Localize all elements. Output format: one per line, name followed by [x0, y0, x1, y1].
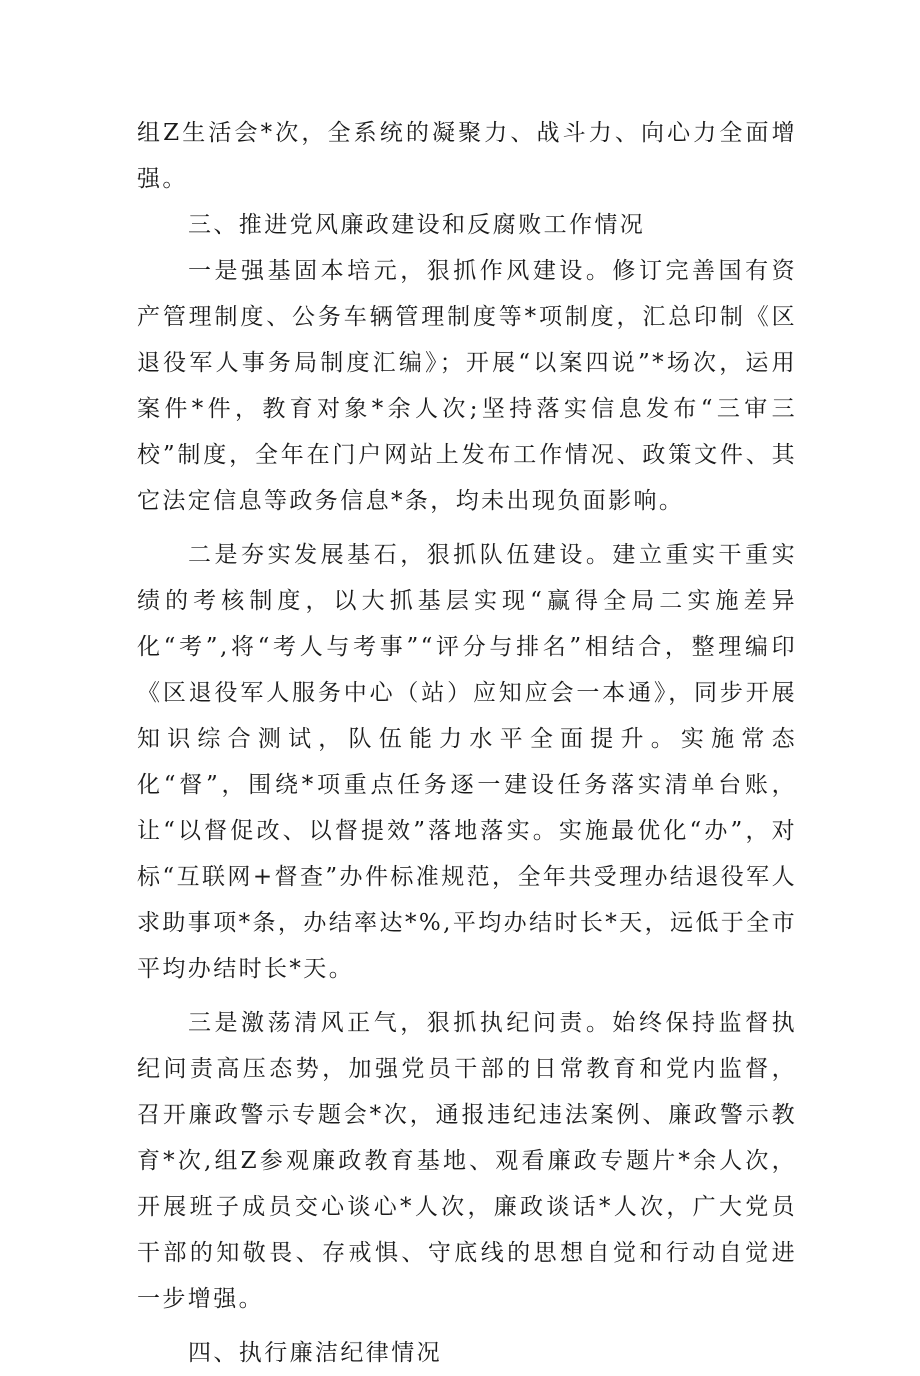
paragraph-continuation: 组Z生活会*次，全系统的凝聚力、战斗力、向心力全面增强。: [137, 120, 797, 192]
paragraph-gap: [137, 524, 797, 532]
document-body: [137, 110, 797, 1376]
paragraph-team-building: 二是夯实发展基石，狠抓队伍建设。建立重实干重实绩的考核制度，以大抓基层实现“赢得全局二实施差异化“考”,将“考人与考事”“评分与排名”相结合，整理编印《区退役军人服务中心（站）应知应会一本通》，同步开展知识综合测试，队伍能力水平全面提升。实施常态化“督”，围绕*项重点任务逐一建设任务落实清单台账，让“以督促改、以督提效”落地落实。实施最优化“办”，对标“互联网+督查”办件标准规范，全年共受理办结退役军人求助事项*条，办结率达*%,平均办结时长*天，远低于全市平均办结时长*天。: [137, 542, 797, 982]
paragraph-gap: [137, 992, 797, 1000]
paragraph-gap: [137, 1322, 797, 1330]
section-heading-three: 三、推进党风廉政建设和反腐败工作情况: [188, 212, 646, 238]
paragraph-discipline: 三是激荡清风正气，狠抓执纪问责。始终保持监督执纪问责高压态势，加强党员干部的日常教育和党内监督，召开廉政警示专题会*次，通报违纪违法案例、廉政警示教育*次,组Z参观廉政教育基地、观看廉政专题片*余人次，开展班子成员交心谈心*人次，廉政谈话*人次，广大党员干部的知敬畏、存戒惧、守底线的思想自觉和行动自觉进一步增强。: [137, 1010, 797, 1312]
section-heading-four: 四、执行廉洁纪律情况: [188, 1340, 442, 1366]
paragraph-style-building: 一是强基固本培元，狠抓作风建设。修订完善国有资产管理制度、公务车辆管理制度等*项制度，汇总印制《区退役军人事务局制度汇编》；开展“以案四说”*场次，运用案件*件，教育对象*余人次;坚持落实信息发布“三审三校”制度，全年在门户网站上发布工作情况、政策文件、其它法定信息等政务信息*条，均未出现负面影响。: [137, 258, 797, 514]
